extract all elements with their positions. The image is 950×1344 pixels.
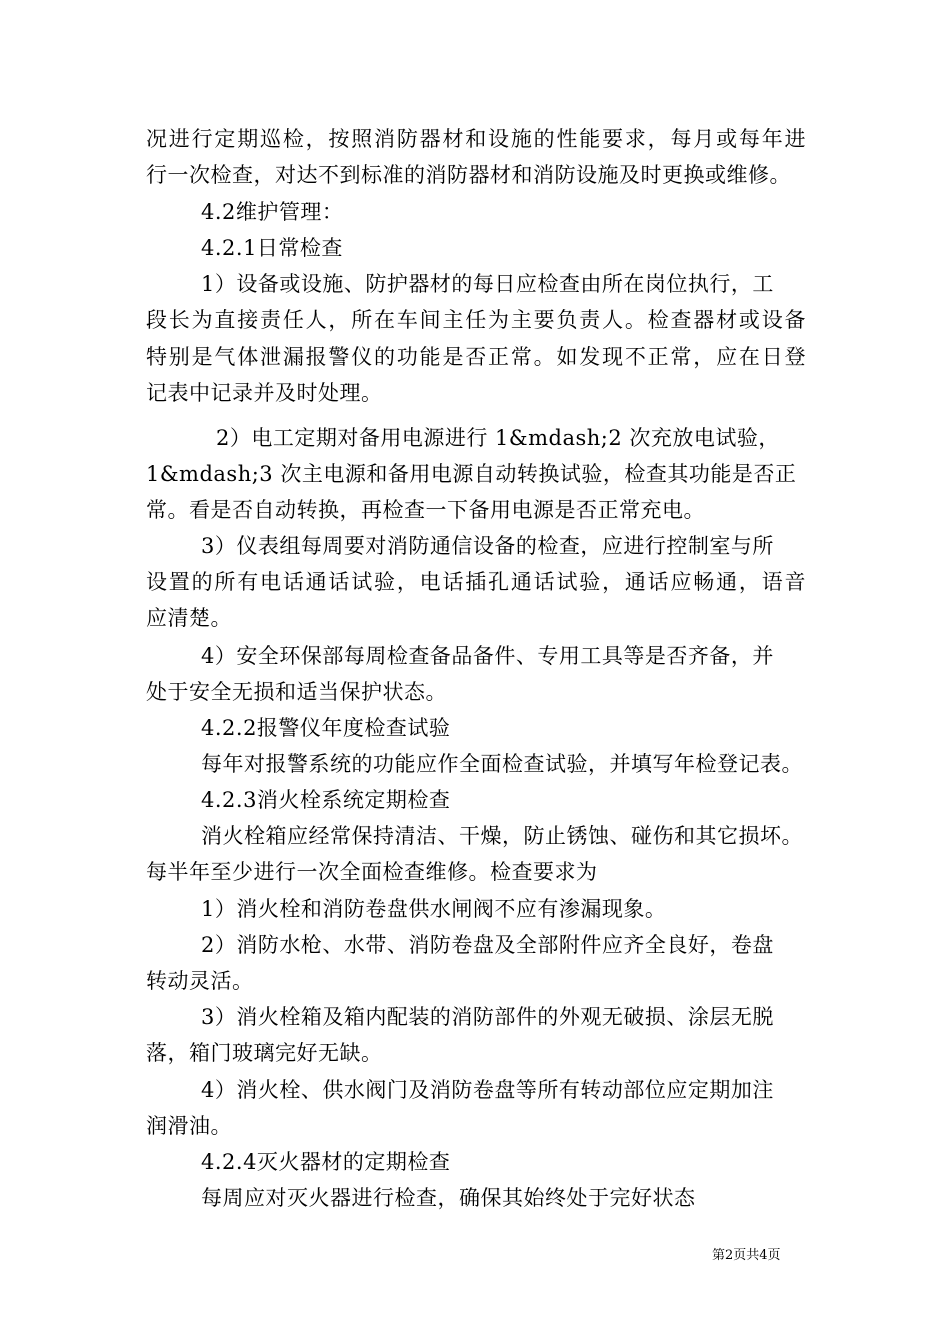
page-number: 第2页共4页 bbox=[712, 1248, 781, 1263]
paragraph-line: 4）消火栓、供水阀门及消防卷盘等所有转动部位应定期加注 bbox=[201, 1078, 774, 1102]
paragraph-line: 1&mdash;3 次主电源和备用电源自动转换试验，检查其功能是否正 bbox=[146, 462, 797, 486]
paragraph-line: 3）仪表组每周要对消防通信设备的检查，应进行控制室与所 bbox=[201, 534, 774, 558]
paragraph-line: 记表中记录并及时处理。 bbox=[146, 381, 383, 405]
paragraph-line: 2）消防水枪、水带、消防卷盘及全部附件应齐全良好，卷盘 bbox=[201, 933, 774, 957]
paragraph-line: 况进行定期巡检，按照消防器材和设施的性能要求，每月或每年进 bbox=[146, 127, 806, 151]
paragraph-line: 每年对报警系统的功能应作全面检查试验，并填写年检登记表。 bbox=[201, 752, 803, 776]
paragraph-line: 设置的所有电话通话试验，电话插孔通话试验，通话应畅通，语音 bbox=[146, 570, 806, 594]
paragraph-line: 落，箱门玻璃完好无缺。 bbox=[146, 1041, 383, 1065]
paragraph-line: 消火栓箱应经常保持清洁、干燥，防止锈蚀、碰伤和其它损坏。 bbox=[201, 824, 803, 848]
section-heading: 4.2.3消火栓系统定期检查 bbox=[201, 788, 451, 812]
paragraph-line: 应清楚。 bbox=[146, 606, 232, 630]
paragraph-line: 常。看是否自动转换，再检查一下备用电源是否正常充电。 bbox=[146, 498, 705, 522]
paragraph-line: 处于安全无损和适当保护状态。 bbox=[146, 680, 447, 704]
paragraph-line: 2）电工定期对备用电源进行 1&mdash;2 次充放电试验， bbox=[216, 426, 780, 450]
paragraph-line: 特别是气体泄漏报警仪的功能是否正常。如发现不正常，应在日登 bbox=[146, 345, 806, 369]
paragraph-line: 转动灵活。 bbox=[146, 969, 254, 993]
paragraph-line: 段长为直接责任人，所在车间主任为主要负责人。检查器材或设备 bbox=[146, 308, 806, 332]
section-heading: 4.2维护管理： bbox=[201, 200, 344, 224]
section-heading: 4.2.4灭火器材的定期检查 bbox=[201, 1150, 451, 1174]
paragraph-line: 1）设备或设施、防护器材的每日应检查由所在岗位执行，工 bbox=[201, 272, 774, 296]
section-heading: 4.2.1日常检查 bbox=[201, 236, 343, 260]
paragraph-line: 3）消火栓箱及箱内配装的消防部件的外观无破损、涂层无脱 bbox=[201, 1005, 774, 1029]
paragraph-line: 每半年至少进行一次全面检查维修。检查要求为 bbox=[146, 860, 598, 884]
paragraph-line: 行一次检查，对达不到标准的消防器材和消防设施及时更换或维修。 bbox=[146, 163, 791, 187]
paragraph-line: 4）安全环保部每周检查备品备件、专用工具等是否齐备，并 bbox=[201, 644, 774, 668]
paragraph-line: 润滑油。 bbox=[146, 1114, 232, 1138]
paragraph-line: 每周应对灭火器进行检查，确保其始终处于完好状态 bbox=[201, 1186, 696, 1210]
paragraph-line: 1）消火栓和消防卷盘供水闸阀不应有渗漏现象。 bbox=[201, 897, 667, 921]
section-heading: 4.2.2报警仪年度检查试验 bbox=[201, 716, 451, 740]
